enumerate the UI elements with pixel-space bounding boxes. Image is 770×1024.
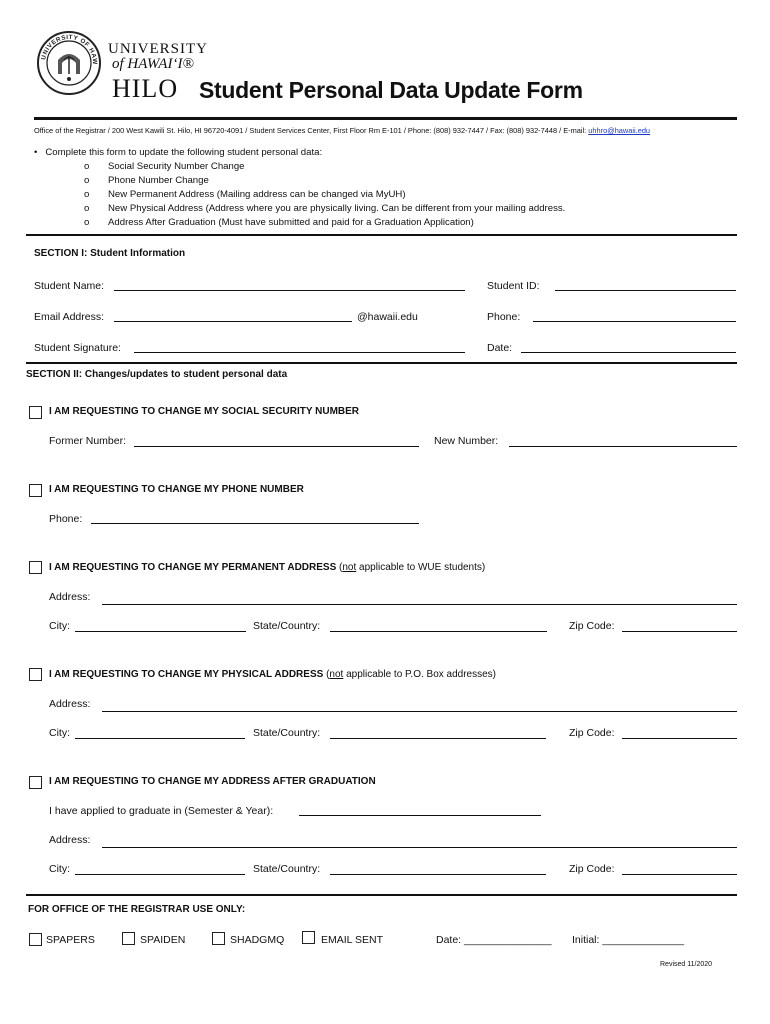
graduation-state-label: State/Country: — [253, 863, 321, 875]
permanent-label-text: I AM REQUESTING TO CHANGE MY PERMANENT ADDRESS — [49, 562, 337, 573]
graduation-term-label: I have applied to graduate in (Semester & Year): — [49, 805, 274, 817]
email-sent-label: EMAIL SENT — [321, 934, 384, 946]
phone-request-label: I AM REQUESTING TO CHANGE MY PHONE NUMBER — [49, 484, 304, 495]
permanent-city-label: City: — [49, 620, 70, 632]
office-initial-field[interactable]: Initial: ______________ — [572, 934, 685, 946]
permanent-state-label: State/Country: — [253, 620, 321, 632]
note-paren: ( — [326, 669, 330, 680]
email-suffix: @hawaii.edu — [357, 311, 418, 323]
office-info — [34, 126, 650, 135]
permanent-state-field[interactable] — [330, 631, 547, 632]
list-item: o New Physical Address (Address where you are physically living. Can be different from your mailing address. — [84, 203, 566, 214]
student-id-label: Student ID: — [487, 280, 540, 292]
graduation-zip-field[interactable] — [622, 874, 737, 875]
office-date-field[interactable]: Date: _______________ — [436, 934, 552, 946]
shadgmq-checkbox[interactable] — [212, 932, 225, 945]
section-divider — [26, 362, 737, 364]
signature-field[interactable] — [134, 352, 465, 353]
list-item-text: New Physical Address (Address where you are physically living. Can be different from your mailing address. — [108, 203, 566, 214]
section1-heading: SECTION I: Student Information — [34, 248, 186, 259]
graduation-address-request-label: I AM REQUESTING TO CHANGE MY ADDRESS AFTER GRADUATION — [49, 776, 376, 787]
email-sent-checkbox[interactable] — [302, 931, 315, 944]
list-item: o Social Security Number Change — [84, 161, 245, 172]
intro-bullet: • Complete this form to update the following student personal data: — [34, 147, 323, 158]
office-use-heading: FOR OFFICE OF THE REGISTRAR USE ONLY: — [28, 904, 246, 915]
graduation-state-field[interactable] — [330, 874, 546, 875]
list-item: o New Permanent Address (Mailing address can be changed via MyUH) — [84, 189, 406, 200]
phone-field[interactable] — [533, 321, 736, 322]
note-rest: applicable to P.O. Box addresses) — [343, 669, 497, 680]
permanent-zip-label: Zip Code: — [569, 620, 615, 632]
physical-address-field[interactable] — [102, 711, 737, 712]
graduation-city-field[interactable] — [75, 874, 245, 875]
new-phone-field[interactable] — [91, 523, 419, 524]
logo-line-hilo: HILO — [112, 74, 179, 103]
note-paren: ( — [339, 562, 343, 573]
graduation-address-label: Address: — [49, 834, 91, 846]
graduation-term-field[interactable] — [299, 815, 541, 816]
seal-text: UNIVERSITY OF HAW — [40, 33, 99, 65]
student-id-field[interactable] — [555, 290, 736, 291]
logo-line-hawaii: of HAWAIʻI® — [112, 56, 194, 72]
graduation-city-label: City: — [49, 863, 70, 875]
physical-label-text: I AM REQUESTING TO CHANGE MY PHYSICAL ADDRESS — [49, 669, 324, 680]
university-seal-icon — [36, 30, 102, 96]
student-name-label: Student Name: — [34, 280, 105, 292]
ssn-checkbox[interactable] — [29, 406, 42, 419]
date-label: Date: — [487, 342, 513, 354]
student-name-field[interactable] — [114, 290, 465, 291]
spaiden-checkbox[interactable] — [122, 932, 135, 945]
email-label: Email Address: — [34, 311, 105, 323]
office-address: Office of the Registrar / 200 West Kawili St. Hilo, HI 96720-4091 / Student Services Center, First Floor Rm E-101 / Phone: (808) 932-7447 / Fax: (808) 932-7448 / E-mail: — [34, 126, 589, 135]
phone-label: Phone: — [487, 311, 521, 323]
header-divider — [34, 117, 737, 120]
list-item-text: New Permanent Address (Mailing address can be changed via MyUH) — [108, 189, 406, 200]
signature-label: Student Signature: — [34, 342, 121, 354]
list-item-text: Phone Number Change — [108, 175, 209, 186]
section-divider — [26, 234, 737, 236]
physical-city-field[interactable] — [75, 738, 245, 739]
note-not: not — [342, 562, 357, 573]
graduation-address-field[interactable] — [102, 847, 737, 848]
list-item-text: Address After Graduation (Must have submitted and paid for a Graduation Application) — [108, 217, 474, 228]
former-number-label: Former Number: — [49, 435, 127, 447]
list-item: o Phone Number Change — [84, 175, 209, 186]
permanent-zip-field[interactable] — [622, 631, 737, 632]
physical-address-request-label — [49, 669, 496, 680]
ssn-request-label: I AM REQUESTING TO CHANGE MY SOCIAL SECURITY NUMBER — [49, 406, 360, 417]
spapers-label: SPAPERS — [46, 934, 95, 946]
physical-state-field[interactable] — [330, 738, 546, 739]
logo-line-university: UNIVERSITY — [108, 41, 208, 57]
page-title: Student Personal Data Update Form — [199, 77, 583, 103]
former-number-field[interactable] — [134, 446, 419, 447]
permanent-address-request-label — [49, 562, 485, 573]
note-not: not — [329, 669, 344, 680]
date-field[interactable] — [521, 352, 736, 353]
graduation-address-checkbox[interactable] — [29, 776, 42, 789]
permanent-address-checkbox[interactable] — [29, 561, 42, 574]
physical-zip-field[interactable] — [622, 738, 737, 739]
new-number-label: New Number: — [434, 435, 499, 447]
list-item: o Address After Graduation (Must have submitted and paid for a Graduation Application) — [84, 217, 474, 228]
graduation-zip-label: Zip Code: — [569, 863, 615, 875]
physical-state-label: State/Country: — [253, 727, 321, 739]
office-email-link[interactable]: uhhro@hawaii.edu — [588, 126, 651, 135]
list-item-text: Social Security Number Change — [108, 161, 245, 172]
new-phone-label: Phone: — [49, 513, 83, 525]
physical-zip-label: Zip Code: — [569, 727, 615, 739]
permanent-address-label: Address: — [49, 591, 91, 603]
physical-address-label: Address: — [49, 698, 91, 710]
section2-heading: SECTION II: Changes/updates to student personal data — [26, 369, 288, 380]
physical-city-label: City: — [49, 727, 70, 739]
revision-note: Revised 11/2020 — [660, 961, 713, 968]
spaiden-label: SPAIDEN — [140, 934, 186, 946]
permanent-address-field[interactable] — [102, 604, 737, 605]
shadgmq-label: SHADGMQ — [230, 934, 285, 946]
intro-text: Complete this form to update the following student personal data: — [45, 147, 323, 158]
note-rest: applicable to WUE students) — [356, 562, 486, 573]
email-field[interactable] — [114, 321, 352, 322]
permanent-city-field[interactable] — [75, 631, 246, 632]
physical-address-checkbox[interactable] — [29, 668, 42, 681]
new-number-field[interactable] — [509, 446, 737, 447]
phone-checkbox[interactable] — [29, 484, 42, 497]
spapers-checkbox[interactable] — [29, 933, 42, 946]
section-divider — [26, 894, 737, 896]
